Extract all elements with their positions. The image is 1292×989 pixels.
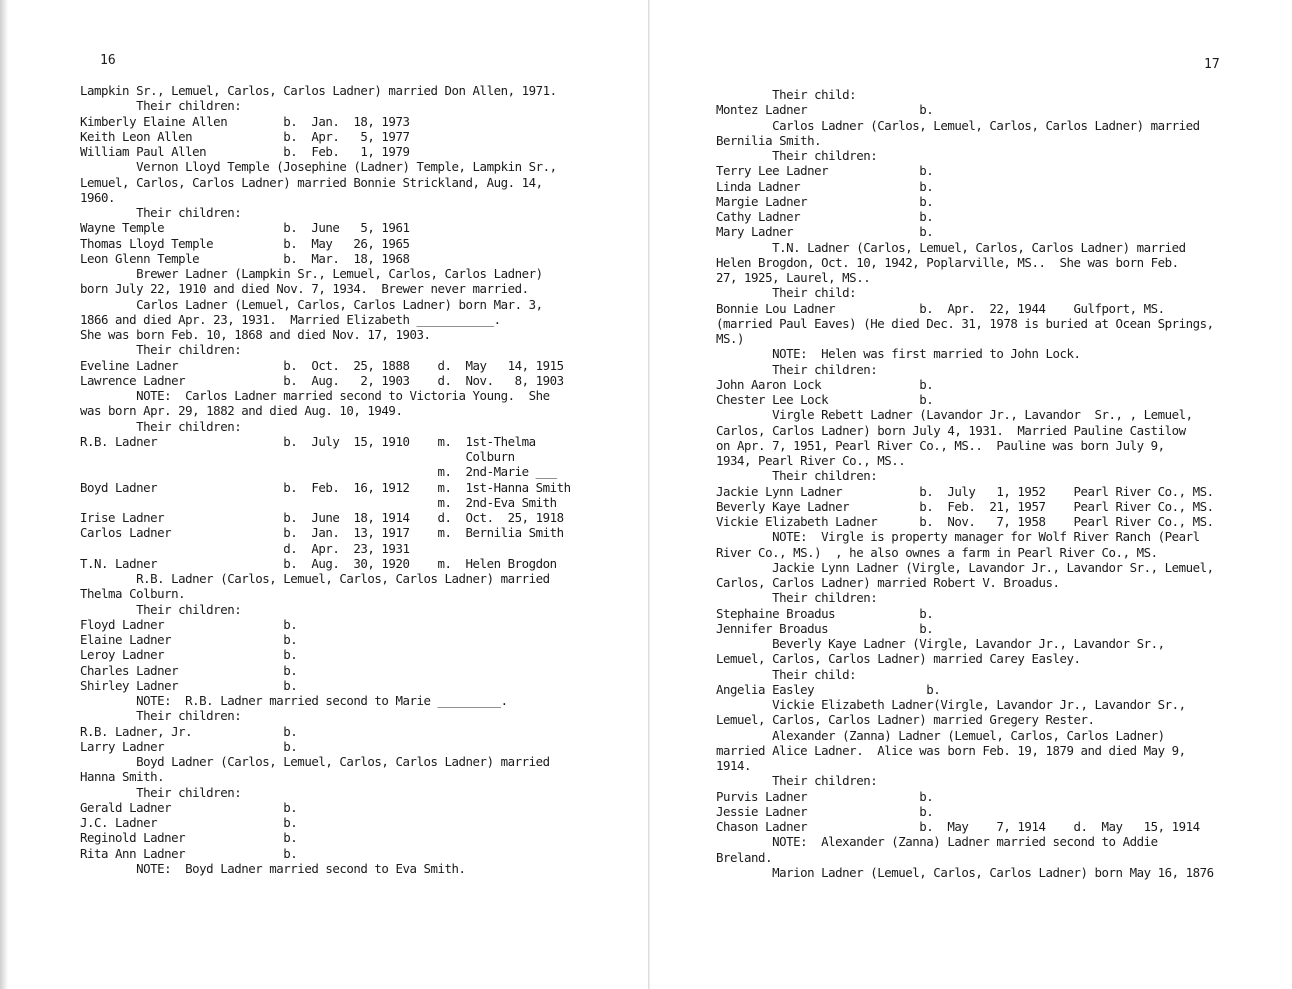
text-line: 1960. bbox=[80, 189, 116, 205]
text-line: married Alice Ladner. Alice was born Feb. 19, 1879 and died May 9, bbox=[716, 742, 1186, 758]
text-line: Thelma Colburn. bbox=[80, 586, 186, 602]
text-line: T.N. Ladner b. Aug. 30, 1920 m. Helen Brogdon bbox=[80, 555, 557, 571]
text-line: Jackie Lynn Ladner b. July 1, 1952 Pearl River Co., MS. bbox=[716, 483, 1214, 499]
text-line: NOTE: Alexander (Zanna) Ladner married second to Addie bbox=[716, 834, 1158, 850]
text-line: d. Apr. 23, 1931 bbox=[80, 540, 410, 556]
text-line: William Paul Allen b. Feb. 1, 1979 bbox=[80, 144, 410, 159]
text-line: Stephaine Broadus b. bbox=[716, 605, 934, 621]
text-line: Shirley Ladner b. bbox=[80, 677, 298, 693]
text-line: Colburn bbox=[80, 449, 515, 464]
text-line: Their child: bbox=[716, 285, 857, 301]
text-line: Boyd Ladner (Carlos, Lemuel, Carlos, Carlos Ladner) married bbox=[80, 754, 550, 769]
text-line: Kimberly Elaine Allen b. Jan. 18, 1973 bbox=[80, 113, 410, 129]
text-line: Keith Leon Allen b. Apr. 5, 1977 bbox=[80, 128, 410, 144]
text-line: R.B. Ladner b. July 15, 1910 m. 1st-Thelma bbox=[80, 433, 536, 449]
text-line: Reginold Ladner b. bbox=[80, 830, 298, 846]
text-line: Purvis Ladner b. bbox=[716, 788, 934, 804]
text-line: Linda Ladner b. bbox=[716, 178, 934, 194]
text-line: Their children: bbox=[716, 148, 878, 163]
text-line: NOTE: R.B. Ladner married second to Marie _________. bbox=[80, 693, 508, 708]
text-line: m. 2nd-Marie ___ bbox=[80, 464, 557, 480]
text-line: Eveline Ladner b. Oct. 25, 1888 d. May 14, 1915 bbox=[80, 357, 564, 373]
text-line: (married Paul Eaves) (He died Dec. 31, 1978 is buried at Ocean Springs, bbox=[716, 315, 1214, 331]
text-line: 1934, Pearl River Co., MS.. bbox=[716, 453, 906, 468]
text-line: Vickie Elizabeth Ladner(Virgle, Lavandor Jr., Lavandor Sr., bbox=[716, 697, 1186, 712]
left-page bbox=[80, 0, 620, 989]
text-line: MS.) bbox=[716, 331, 745, 346]
text-line: Their children: bbox=[80, 98, 242, 114]
text-line: Chester Lee Lock b. bbox=[716, 392, 934, 407]
text-line: Lemuel, Carlos, Carlos Ladner) married Bonnie Strickland, Aug. 14, bbox=[80, 174, 543, 190]
text-line: NOTE: Helen was first married to John Lock. bbox=[716, 346, 1081, 362]
text-line: Jessie Ladner b. bbox=[716, 803, 934, 819]
text-line: Hanna Smith. bbox=[80, 769, 165, 785]
text-line: Chason Ladner b. May 7, 1914 d. May 15, 1914 bbox=[716, 819, 1200, 834]
text-line: Lemuel, Carlos, Carlos Ladner) married Gregery Rester. bbox=[716, 712, 1095, 728]
text-line: Thomas Lloyd Temple b. May 26, 1965 bbox=[80, 235, 410, 251]
text-line: was born Apr. 29, 1882 and died Aug. 10, 1949. bbox=[80, 403, 403, 419]
text-line: Lemuel, Carlos, Carlos Ladner) married Carey Easley. bbox=[716, 651, 1081, 667]
text-line: 1914. bbox=[716, 758, 752, 773]
text-line: 1866 and died Apr. 23, 1931. Married Elizabeth ___________. bbox=[80, 311, 501, 327]
text-line: Their child: bbox=[716, 87, 857, 102]
text-line: Alexander (Zanna) Ladner (Lemuel, Carlos, Carlos Ladner) bbox=[716, 727, 1165, 743]
text-line: T.N. Ladner (Carlos, Lemuel, Carlos, Carlos Ladner) married bbox=[716, 239, 1186, 255]
text-line: Their children: bbox=[80, 708, 242, 724]
text-line: Their children: bbox=[716, 590, 878, 606]
text-line: Floyd Ladner b. bbox=[80, 616, 298, 632]
text-line: Jennifer Broadus b. bbox=[716, 620, 934, 636]
text-line: NOTE: Carlos Ladner married second to Victoria Young. She bbox=[80, 388, 550, 403]
text-line: Irise Ladner b. June 18, 1914 d. Oct. 25, 1918 bbox=[80, 510, 564, 525]
text-line: J.C. Ladner b. bbox=[80, 815, 298, 830]
book-gutter bbox=[648, 0, 650, 989]
text-line: Margie Ladner b. bbox=[716, 193, 934, 209]
text-line: Beverly Kaye Ladner (Virgle, Lavandor Jr., Lavandor Sr., bbox=[716, 636, 1165, 651]
text-line: Montez Ladner b. bbox=[716, 102, 934, 118]
text-line: Gerald Ladner b. bbox=[80, 799, 298, 815]
text-line: Lawrence Ladner b. Aug. 2, 1903 d. Nov. 8, 1903 bbox=[80, 372, 564, 388]
text-line: Elaine Ladner b. bbox=[80, 632, 298, 647]
text-line: Their children: bbox=[80, 205, 242, 220]
text-line: Marion Ladner (Lemuel, Carlos, Carlos Ladner) born May 16, 1876 bbox=[716, 864, 1214, 880]
text-line: Carlos Ladner b. Jan. 13, 1917 m. Bernilia Smith bbox=[80, 525, 564, 541]
text-line: Carlos Ladner (Carlos, Lemuel, Carlos, Carlos Ladner) married bbox=[716, 117, 1200, 133]
text-line: Beverly Kaye Ladner b. Feb. 21, 1957 Pearl River Co., MS. bbox=[716, 498, 1214, 514]
text-line: Vernon Lloyd Temple (Josephine (Ladner) Temple, Lampkin Sr., bbox=[80, 159, 557, 175]
text-line: River Co., MS.) , he also ownes a farm in Pearl River Co., MS. bbox=[716, 544, 1158, 560]
text-line: NOTE: Virgle is property manager for Wolf River Ranch (Pearl bbox=[716, 529, 1200, 545]
text-line: R.B. Ladner, Jr. b. bbox=[80, 723, 298, 739]
text-line: Lampkin Sr., Lemuel, Carlos, Carlos Ladner) married Don Allen, 1971. bbox=[80, 83, 557, 98]
text-line: born July 22, 1910 and died Nov. 7, 1934. Brewer never married. bbox=[80, 281, 529, 297]
text-line: Their children: bbox=[80, 601, 242, 617]
left-page-text bbox=[80, 83, 571, 876]
text-line: Boyd Ladner b. Feb. 16, 1912 m. 1st-Hanna Smith bbox=[80, 479, 571, 495]
text-line: m. 2nd-Eva Smith bbox=[80, 494, 557, 510]
text-line: Vickie Elizabeth Ladner b. Nov. 7, 1958 Pearl River Co., MS. bbox=[716, 514, 1214, 529]
text-line: Their children: bbox=[716, 361, 878, 377]
text-line: 27, 1925, Laurel, MS.. bbox=[716, 270, 871, 285]
text-line: Larry Ladner b. bbox=[80, 738, 298, 754]
right-page-text bbox=[716, 87, 1214, 880]
text-line: Rita Ann Ladner b. bbox=[80, 845, 298, 861]
text-line: Charles Ladner b. bbox=[80, 662, 298, 678]
text-line: Angelia Easley b. bbox=[716, 681, 941, 697]
text-line: Their children: bbox=[80, 418, 242, 434]
text-line: Their children: bbox=[80, 342, 242, 358]
text-line: Terry Lee Ladner b. bbox=[716, 163, 934, 179]
text-line: Their children: bbox=[716, 773, 878, 789]
text-line: Mary Ladner b. bbox=[716, 224, 934, 240]
text-line: Breland. bbox=[716, 849, 773, 865]
page-number: 17 bbox=[1204, 57, 1220, 72]
text-line: Brewer Ladner (Lampkin Sr., Lemuel, Carlos, Carlos Ladner) bbox=[80, 266, 543, 281]
text-line: Virgle Rebett Ladner (Lavandor Jr., Lavandor Sr., , Lemuel, bbox=[716, 407, 1193, 423]
text-line: Helen Brogdon, Oct. 10, 1942, Poplarville, MS.. She was born Feb. bbox=[716, 254, 1179, 270]
text-line: Their children: bbox=[80, 784, 242, 800]
text-line: R.B. Ladner (Carlos, Lemuel, Carlos, Carlos Ladner) married bbox=[80, 571, 550, 586]
text-line: Bernilia Smith. bbox=[716, 132, 822, 148]
text-line: Jackie Lynn Ladner (Virgle, Lavandor Jr., Lavandor Sr., Lemuel, bbox=[716, 559, 1214, 575]
text-line: Bonnie Lou Ladner b. Apr. 22, 1944 Gulfport, MS. bbox=[716, 300, 1165, 316]
text-line: Their child: bbox=[716, 666, 857, 682]
text-line: Carlos, Carlos Ladner) married Robert V. Broadus. bbox=[716, 575, 1060, 590]
text-line: Cathy Ladner b. bbox=[716, 209, 934, 224]
text-line: Carlos, Carlos Ladner) born July 4, 1931. Married Pauline Castilow bbox=[716, 422, 1186, 438]
text-line: NOTE: Boyd Ladner married second to Eva Smith. bbox=[80, 860, 466, 876]
page-number: 16 bbox=[100, 53, 116, 68]
text-line: Wayne Temple b. June 5, 1961 bbox=[80, 220, 410, 236]
text-line: Their children: bbox=[716, 468, 878, 484]
text-line: She was born Feb. 10, 1868 and died Nov. 17, 1903. bbox=[80, 327, 431, 342]
text-line: Leon Glenn Temple b. Mar. 18, 1968 bbox=[80, 250, 410, 266]
text-line: Carlos Ladner (Lemuel, Carlos, Carlos Ladner) born Mar. 3, bbox=[80, 296, 543, 312]
text-line: Leroy Ladner b. bbox=[80, 647, 298, 663]
text-line: John Aaron Lock b. bbox=[716, 376, 934, 392]
page-edge-shadow bbox=[0, 0, 8, 989]
text-line: on Apr. 7, 1951, Pearl River Co., MS.. Pauline was born July 9, bbox=[716, 437, 1165, 453]
right-page bbox=[716, 0, 1256, 989]
